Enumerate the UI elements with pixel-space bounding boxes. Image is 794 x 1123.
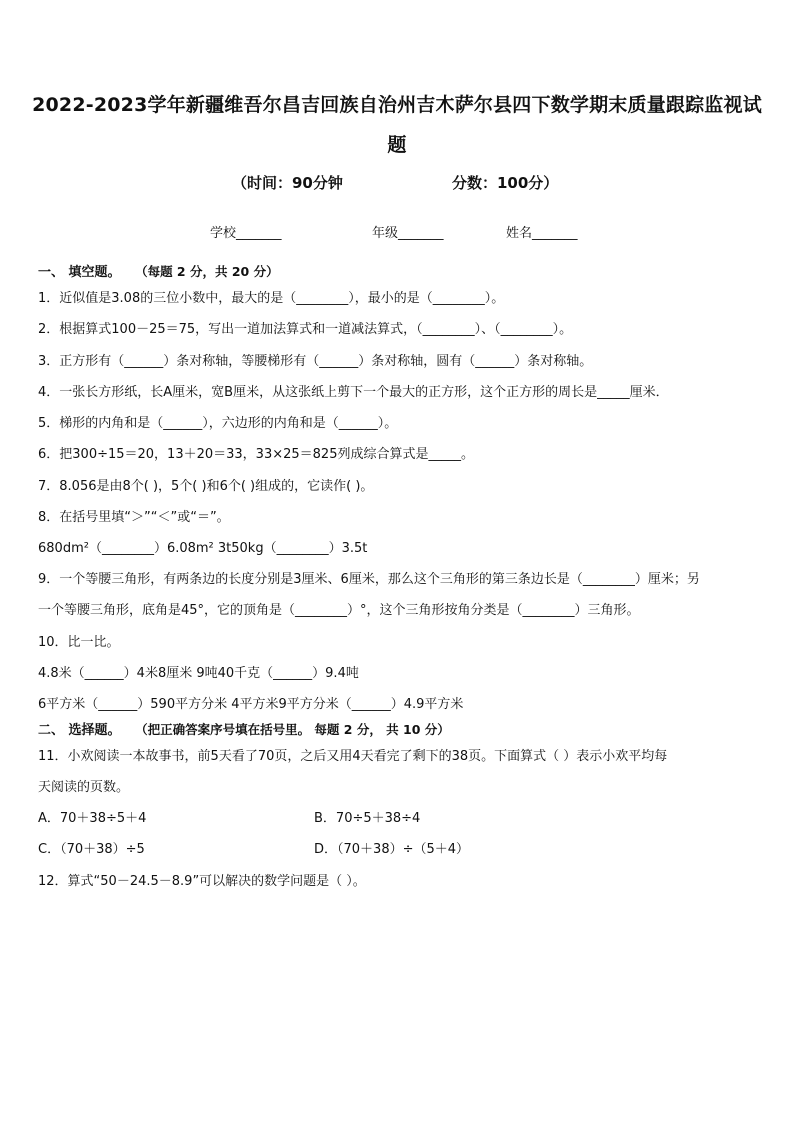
question-10-row1: 4.8米（______）4米8厘米 9吨40千克（______）9.4吨 bbox=[38, 666, 359, 681]
section-note: （每题 2 分，共 20 分） bbox=[135, 264, 279, 279]
question-8-items: 680dm²（________）6.08m² 3t50kg（________）3.5t bbox=[38, 541, 368, 556]
question-3: 3．正方形有（______）条对称轴，等腰梯形有（______）条对称轴，圆有（______）条对称轴。 bbox=[38, 354, 593, 369]
question-11-line1: 11．小欢阅读一本故事书，前5天看了70页，之后又用4天看完了剩下的38页。下面算式（ ）表示小欢平均每 bbox=[38, 749, 668, 764]
question-9-line1: 9．一个等腰三角形，有两条边的长度分别是3厘米、6厘米，那么这个三角形的第三条边长是（________）厘米；另 bbox=[38, 572, 700, 587]
question-10: 10．比一比。 bbox=[38, 635, 120, 650]
question-1: 1．近似值是3.08的三位小数中，最大的是（________），最小的是（________）。 bbox=[38, 291, 505, 306]
name-field: 姓名_______ bbox=[506, 226, 578, 241]
question-2: 2．根据算式100－25＝75，写出一道加法算式和一道减法算式，（________）、（________）。 bbox=[38, 322, 573, 337]
option-c: C．（70＋38）÷5 bbox=[38, 842, 145, 857]
section-heading-choice bbox=[38, 720, 450, 741]
question-7: 7．8.056是由8个( )，5个( )和6个( )组成的，它读作( )。 bbox=[38, 479, 374, 494]
option-a: A．70＋38÷5＋4 bbox=[38, 811, 147, 826]
question-4: 4．一张长方形纸，长A厘米，宽B厘米，从这张纸上剪下一个最大的正方形，这个正方形的周长是_____厘米． bbox=[38, 385, 669, 400]
section-label: 一、 填空题。 bbox=[38, 265, 121, 280]
question-12: 12．算式“50－24.5－8.9”可以解决的数学问题是（ ）。 bbox=[38, 874, 366, 889]
exam-title-line1: 2022-2023学年新疆维吾尔昌吉回族自治州吉木萨尔县四下数学期末质量跟踪监视试 bbox=[32, 94, 762, 116]
option-b: B．70÷5＋38÷4 bbox=[314, 811, 421, 826]
section-note: （把正确答案序号填在括号里。 每题 2 分， 共 10 分） bbox=[135, 722, 450, 737]
question-9-line2: 一个等腰三角形，底角是45°，它的顶角是（________）°，这个三角形按角分类是（________）三角形。 bbox=[38, 603, 640, 618]
option-d: D．（70＋38）÷（5＋4） bbox=[314, 842, 470, 857]
school-field: 学校_______ bbox=[210, 226, 282, 241]
question-8: 8．在括号里填“＞”“＜”或“＝”。 bbox=[38, 510, 230, 525]
section-label: 二、 选择题。 bbox=[38, 723, 121, 738]
section-heading-fill-in bbox=[38, 262, 279, 283]
question-5: 5．梯形的内角和是（______），六边形的内角和是（______）。 bbox=[38, 416, 398, 431]
total-score: 分数：100分） bbox=[452, 174, 559, 192]
time-limit: （时间：90分钟 bbox=[232, 174, 343, 192]
grade-field: 年级_______ bbox=[372, 226, 444, 241]
question-11-line2: 天阅读的页数。 bbox=[38, 780, 130, 795]
question-6: 6．把300÷15＝20，13＋20＝33，33×25＝825列成综合算式是_____。 bbox=[38, 447, 474, 462]
question-10-row2: 6平方米（______）590平方分米 4平方米9平方分米（______）4.9平方米 bbox=[38, 697, 464, 712]
exam-title-line2: 题 bbox=[387, 134, 407, 156]
